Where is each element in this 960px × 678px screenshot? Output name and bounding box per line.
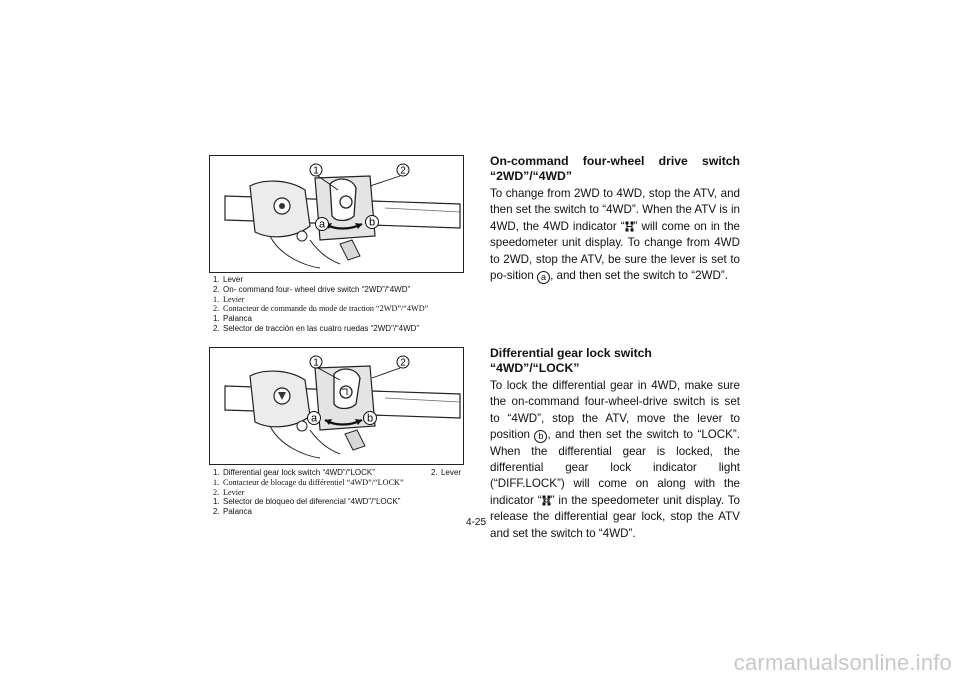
figure-diff-lock-switch-illustration: [209, 347, 464, 465]
caption-en-row: [213, 468, 461, 478]
caption-es-2: 2. Selector de tracción en las cuatro ruedas “2WD”/“4WD”: [213, 323, 420, 333]
caption-fr-2: 2. Levier: [213, 487, 245, 497]
callout-2: 2: [400, 357, 406, 369]
position-a-label: a: [318, 218, 326, 231]
figure-2-drawing: [210, 348, 463, 464]
caption-es-1: 1. Selector de bloqueo del diferencial “4WD”/“LOCK”: [213, 497, 401, 507]
position-a-marker: a: [537, 271, 550, 284]
section-4wd-switch: [490, 154, 740, 284]
callout-1: 1: [313, 165, 319, 177]
4wd-indicator-icon: [625, 221, 634, 232]
caption-fr-2: 2. Contacteur de commande du mode de traction “2WD”/“4WD”: [213, 304, 429, 314]
position-b-label: b: [368, 216, 376, 229]
diff-lock-indicator-icon: [542, 495, 551, 506]
position-b-label: b: [366, 412, 374, 425]
figure-2-caption: [213, 468, 463, 517]
caption-fr-1: 1. Contacteur de blocage du différentiel “4WD”/“LOCK”: [213, 477, 404, 487]
callout-1: 1: [313, 357, 319, 369]
watermark: carmanualsonline.info: [733, 650, 952, 675]
section-1-heading: On-command four-wheel drive switch “2WD”/“4WD”: [490, 154, 740, 183]
page-number: 4-25: [466, 517, 487, 528]
position-a-label: a: [310, 412, 318, 425]
caption-en-1: 1. Differential gear lock switch “4WD”/“LOCK”: [213, 468, 375, 477]
figure-1-drawing: [210, 156, 463, 272]
section-2-heading: Differential gear lock switch “4WD”/“LOCK”: [490, 346, 652, 375]
caption-es-2: 2. Palanca: [213, 507, 252, 517]
section-diff-lock-switch: [490, 346, 740, 542]
caption-en-1: 1. Lever: [213, 275, 244, 284]
caption-es-1: 1. Palanca: [213, 314, 252, 324]
section-2-body: To lock the differential gear in 4WD, make sure the on-command four-wheel-drive switch is set to “4WD”, stop the ATV, move the lever to position b , and then set the switch to “LOCK”. When the differential gear is locked, the differential gear lock indicator light (“DIFF.LOCK”) will come on along with the indicator “ ” in the speedometer unit display. To release the differential gear lock, stop the ATV and set the switch to “4WD”.: [490, 379, 740, 540]
caption-fr-1: 1. Levier: [213, 294, 245, 304]
caption-en-2: 2. Lever: [430, 468, 461, 477]
position-b-marker: b: [534, 430, 547, 443]
section-1-body: To change from 2WD to 4WD, stop the ATV, and then set the switch to “4WD”. When the ATV is in 4WD, the 4WD indicator “ ” will come on in the speedometer unit display. To change from 4WD to 2WD, stop the ATV, be sure the lever is set to po-sition a , and then set the switch to “2WD”.: [490, 187, 740, 283]
figure-1-caption: [213, 275, 463, 334]
figure-4wd-switch-illustration: [209, 155, 464, 273]
callout-2: 2: [400, 165, 406, 177]
caption-en-2: 2. On- command four- wheel drive switch “2WD”/“4WD”: [213, 284, 411, 294]
